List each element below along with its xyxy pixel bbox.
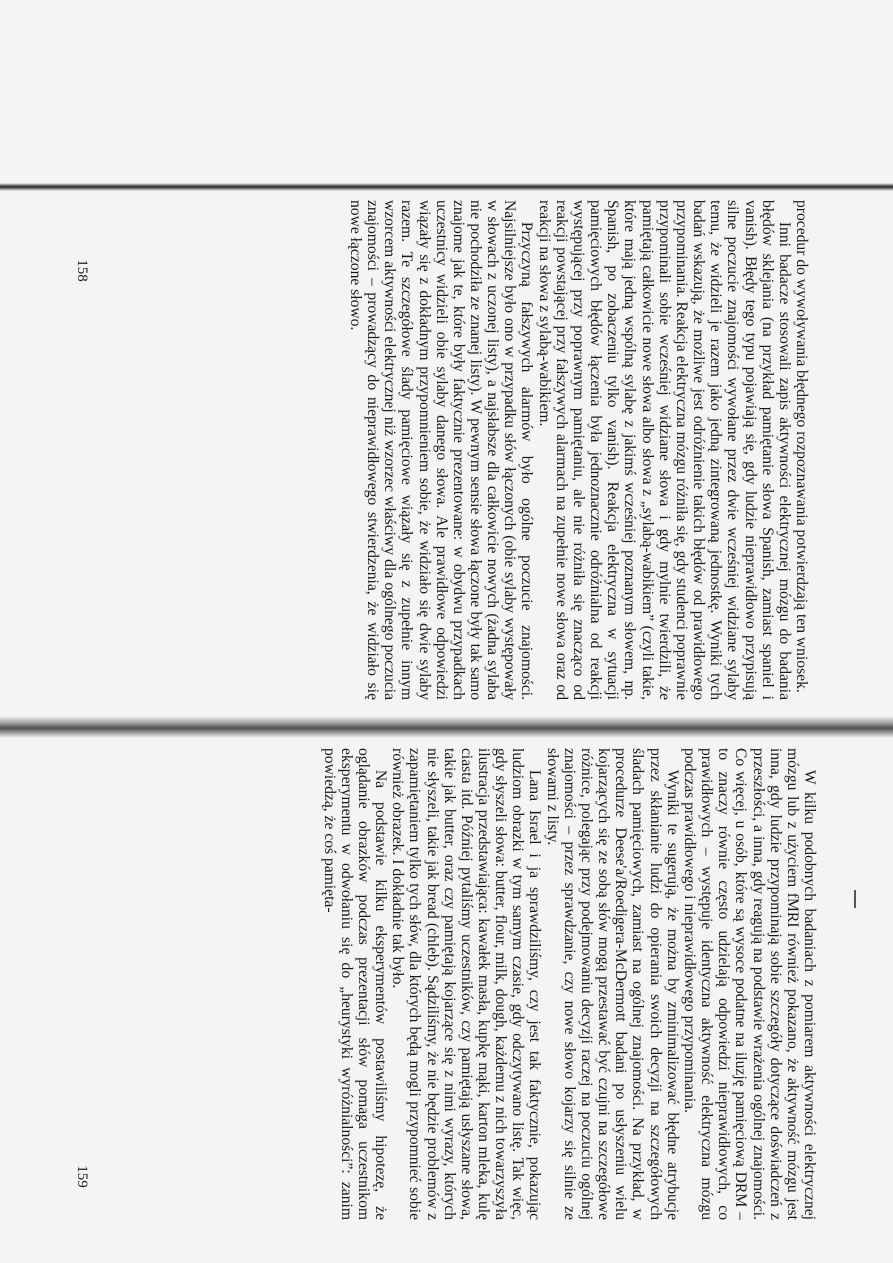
paragraph: W kilku podobnych badaniach z pomiarem aktywności elektrycznej mózgu lub z użyciem fMRI również pokazano, że aktywność mózgu jest inna, gdy ludzie przypominają sobie szczegóły dotyczące doświadczeń z przeszłości, a inna, gdy reagują na podstawie wrażenia ogólnej znajomości. Co więcej, u osób, które są wysoce podatne na iluzję pamięciową DRM – to znaczy równie często udzielają odpowiedzi nieprawidłowych, co prawidłowych – występuje identyczna aktywność elektryczna mózgu podczas prawidłowego i nieprawidłowego przypominania.: [680, 748, 818, 1220]
page-number-left: 158: [73, 259, 90, 282]
page-number-right: 159: [73, 1165, 90, 1188]
left-page: [114, 200, 810, 700]
paragraph: Wyniki te sugerują, że można by zminimalizować błędne atrybucje przez skłanianie ludzi do opierania swoich decyzji na szczegółowych śladach pamięciowych, zamiast na ogólnej znajomości. Na przykład, w procedurze Deese'a/Roedigera-McDermott badani po usłyszeniu wielu kojarzących się ze sobą słów mogą przestawać być czujni na szczegółowe różnice, polegając przy podejmowaniu decyzji raczej na poczuciu ogólnej znajomości – przez sprawdzanie, czy nowe słowo kojarzy się silnie ze słowami z listy.: [543, 748, 681, 1220]
paragraph: procedur do wywoływania błędnego rozpoznawania potwierdzają ten wniosek.: [793, 200, 810, 693]
paragraph: Na podstawie kilku eksperymentów postawiliśmy hipotezę, że oglądanie obrazków podczas prezentacji słów pomaga uczestnikom eksperymentu w odwołaniu się do „heurystyki wyróżnialności”: zanim powiedzą, że coś pamięta-: [320, 748, 390, 1220]
binding-shadow-top: [0, 183, 893, 191]
paragraph: Lana Israel i ja sprawdziliśmy, czy jest tak faktycznie, pokazując ludziom obrazki w tym samym czasie, gdy odczytywano listę. Tak więc, gdy słyszeli słowa: butter, flour, milk, dough, każdemu z nich towarzyszyła ilustracja przedstawiająca: kawałek masła, kupkę mąki, karton mleka, kulę ciasta itd. Później pytaliśmy uczestników, czy pamiętają usłyszane słowa, takie jak butter, oraz czy pamiętają kojarzące się z nimi wyrazy, których nie słyszeli, takie jak bread (chleb). Sądziliśmy, że nie będzie problemów z zapamiętaniem tylko tych słów, dla których będą mogli przypomnieć sobie również obrazek. I dokładnie tak było.: [389, 748, 544, 1220]
right-page-text: [114, 748, 818, 1220]
left-page-text: [114, 200, 810, 700]
paragraph: Inni badacze stosowali zapis aktywności elektrycznej mózgu do badania błędów sklejania (na przykład pamiętanie słowa Spanish, zamiast spaniel i vanish). Błędy tego typu pojawiają się, gdy ludzie nieprawidłowo przypisują silne poczucie znajomości wywołane przez dwie wcześniej widziane sylaby temu, że widzieli je razem jako jedną zintegrowaną jednostkę. Wyniki tych badań wskazują, że możliwe jest odróżnienie takich błędów od prawidłowego przypominania. Reakcja elektryczna mózgu różniła się, gdy studenci poprawnie przypominali sobie wcześniej widziane słowa i gdy mylnie twierdzili, że pamiętają całkowicie nowe słowa albo słowa z „sylabą-wabikiem” (czyli takie, które mają jedną wspólną sylabę z jakimś wcześniej poznanym słowem, np. Spanish, po zobaczeniu tylko vanish). Reakcja elektryczna w sytuacji pamięciowych błędów łączenia była jednoznacznie odróżnialna od reakcji występującej przy poprawnym pamiętaniu, ale nie różniła się znacząco od reakcji powstającej przy fałszywych alarmach na zupełnie nowe słowa oraz od reakcji na słowa z sylabą-wabikiem.: [535, 200, 793, 700]
edge-mark: [854, 890, 856, 908]
book-gutter: [0, 716, 893, 738]
right-page: [114, 748, 818, 1220]
paragraph: Przyczyną fałszywych alarmów było ogólne poczucie znajomości. Najsilniejsze było ono w przypadku słów łączonych (obie sylaby występowały w słowach z uczonej listy), a najsłabsze dla całkowicie nowych (żadna sylaba nie pochodziła ze znanej listy). W pewnym sensie słowa łączone były tak samo znajome jak te, które były faktycznie prezentowane: w obydwu przypadkach uczestnicy widzieli obie sylaby danego słowa. Ale prawidłowe odpowiedzi wiązały się z dokładnym przypomnieniem sobie, że widziało się dwie sylaby razem. Te szczegółowe ślady pamięciowe wiązały się z zupełnie innym wzorcem aktywności elektrycznej niż wzorzec właściwy dla ogólnego poczucia znajomości – prowadzący do nieprawidłowego stwierdzenia, że widziało się nowe łączone słowo.: [346, 200, 536, 700]
